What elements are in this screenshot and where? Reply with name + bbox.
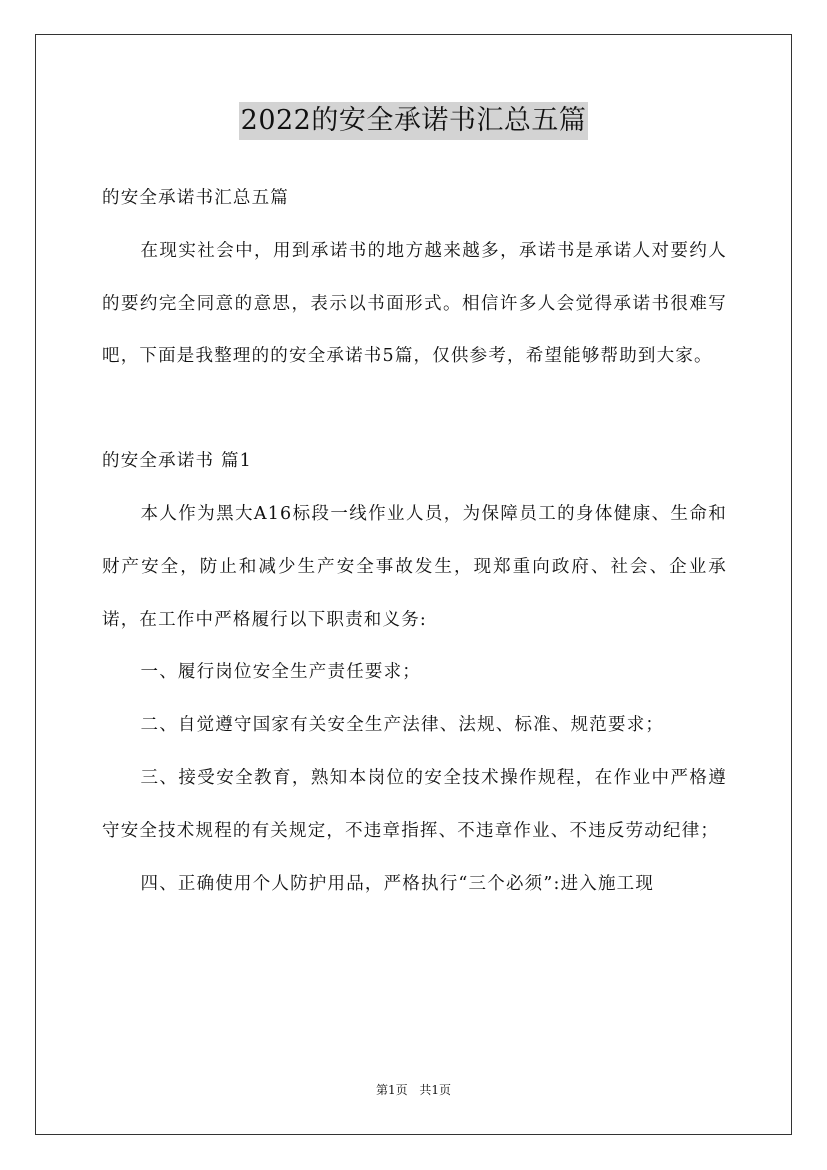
page-total: 共1页 (419, 1083, 452, 1097)
document-title: 2022的安全承诺书汇总五篇 (239, 102, 589, 140)
intro-paragraph: 在现实社会中，用到承诺书的地方越来越多，承诺书是承诺人对要约人的要约完全同意的意思，表示以书面形式。相信许多人会觉得承诺书很难写吧，下面是我整理的的安全承诺书5篇，仅供参考，希望能够帮助到大家。 (102, 240, 727, 367)
page-number: 第1页 (375, 1083, 408, 1097)
list-item-2: 二、自觉遵守国家有关安全生产法律、法规、标准、规范要求； (140, 715, 665, 736)
list-item-3: 三、接受安全教育，熟知本岗位的安全技术操作规程，在作业中严格遵守安全技术规程的有关规定，不违章指挥、不违章作业、不违反劳动纪律； (102, 767, 727, 841)
document-body (102, 172, 727, 910)
list-item-4: 四、正确使用个人防护用品，严格执行“三个必须”:进入施工现 (140, 873, 655, 894)
section-gap (102, 383, 727, 435)
list-item-1: 一、履行岗位安全生产责任要求； (140, 662, 421, 683)
document-subtitle: 的安全承诺书汇总五篇 (102, 188, 289, 208)
page-footer (0, 1081, 827, 1098)
title-container (0, 102, 827, 140)
section-body-paragraph: 本人作为黑大A16标段一线作业人员，为保障员工的身体健康、生命和财产安全，防止和减少生产安全事故发生，现郑重向政府、社会、企业承诺，在工作中严格履行以下职责和义务: (102, 503, 727, 630)
section-heading: 的安全承诺书 篇1 (102, 451, 252, 472)
